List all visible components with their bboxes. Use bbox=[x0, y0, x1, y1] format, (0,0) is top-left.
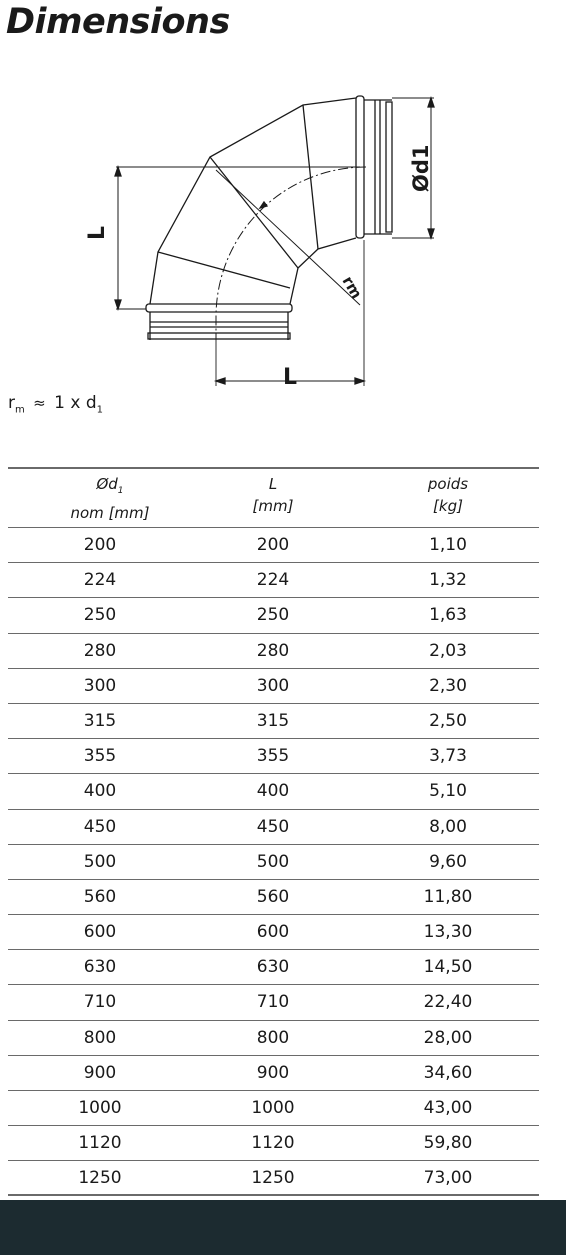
table-row bbox=[8, 1090, 539, 1125]
table-row bbox=[8, 879, 539, 914]
cell-length: 1000 bbox=[251, 1098, 295, 1118]
cell-weight: 1,32 bbox=[429, 570, 467, 591]
cell-diameter: 280 bbox=[83, 640, 117, 661]
cell-weight: 11,80 bbox=[423, 886, 473, 907]
cell-weight: 2,30 bbox=[429, 675, 467, 696]
cell-weight: 34,60 bbox=[423, 1062, 473, 1083]
cell-weight: 22,40 bbox=[423, 992, 473, 1013]
table-top-rule bbox=[8, 467, 539, 469]
cell-length: 500 bbox=[256, 851, 290, 872]
table-row bbox=[8, 562, 539, 597]
table-row bbox=[8, 1055, 539, 1090]
label-rm: rm bbox=[338, 273, 366, 302]
table-row bbox=[8, 527, 539, 562]
table-row bbox=[8, 809, 539, 844]
table-row bbox=[8, 984, 539, 1019]
cell-diameter: 1000 bbox=[78, 1098, 122, 1118]
radius-formula: $r_m \approx 1$ x $d_1$ bbox=[8, 393, 103, 416]
cell-weight: 1,63 bbox=[429, 605, 467, 626]
cell-diameter: 560 bbox=[83, 886, 117, 907]
page-title: Dimensions bbox=[6, 2, 230, 42]
cell-diameter: 300 bbox=[83, 675, 117, 696]
cell-weight: 3,73 bbox=[429, 746, 467, 767]
table-row bbox=[8, 1020, 539, 1055]
cell-weight: 14,50 bbox=[423, 957, 473, 978]
cell-weight: 2,50 bbox=[429, 710, 467, 731]
cell-diameter: 450 bbox=[83, 816, 117, 837]
cell-diameter: 1120 bbox=[78, 1133, 122, 1154]
cell-length: 900 bbox=[256, 1062, 290, 1083]
table-row bbox=[8, 773, 539, 808]
cell-length: 200 bbox=[256, 535, 290, 555]
table-row bbox=[8, 668, 539, 703]
cell-weight: 9,60 bbox=[429, 851, 467, 872]
cell-weight: 13,30 bbox=[423, 922, 473, 943]
cell-weight: 43,00 bbox=[423, 1098, 473, 1118]
cell-diameter: 1250 bbox=[78, 1168, 122, 1189]
cell-diameter: 400 bbox=[83, 781, 117, 802]
cell-diameter: 600 bbox=[83, 922, 117, 943]
cell-length: 280 bbox=[256, 640, 290, 661]
table-row bbox=[8, 633, 539, 668]
cell-diameter: 315 bbox=[83, 710, 117, 731]
table-row bbox=[8, 949, 539, 984]
cell-weight: 2,03 bbox=[429, 640, 467, 661]
header-diameter: $Ød_1$ nom [mm] bbox=[70, 475, 150, 522]
table-row bbox=[8, 844, 539, 879]
cell-diameter: 800 bbox=[83, 1027, 117, 1048]
label-L-vertical: L bbox=[85, 225, 110, 240]
table-row bbox=[8, 1160, 539, 1195]
table-row bbox=[8, 597, 539, 632]
cell-weight: 8,00 bbox=[429, 816, 467, 837]
cell-length: 300 bbox=[256, 675, 290, 696]
cell-length: 450 bbox=[256, 816, 290, 837]
cell-length: 560 bbox=[256, 886, 290, 907]
table-row bbox=[8, 914, 539, 949]
cell-weight: 5,10 bbox=[429, 781, 467, 802]
cell-diameter: 630 bbox=[83, 957, 117, 978]
cell-diameter: 250 bbox=[83, 605, 117, 626]
table-row bbox=[8, 738, 539, 773]
cell-length: 600 bbox=[256, 922, 290, 943]
cell-diameter: 500 bbox=[83, 851, 117, 872]
label-L-horizontal: L bbox=[283, 365, 298, 390]
dimensions-table bbox=[8, 527, 539, 1196]
bottom-flange bbox=[146, 304, 292, 312]
table-row bbox=[8, 703, 539, 738]
cell-weight: 73,00 bbox=[423, 1168, 473, 1189]
elbow-drawing bbox=[0, 85, 566, 395]
cell-diameter: 710 bbox=[83, 992, 117, 1013]
cell-weight: 1,10 bbox=[429, 535, 467, 555]
header-length: L [mm] bbox=[252, 475, 294, 515]
footer-bar bbox=[0, 1200, 566, 1255]
cell-length: 800 bbox=[256, 1027, 290, 1048]
table-row bbox=[8, 1125, 539, 1160]
cell-length: 1250 bbox=[251, 1168, 295, 1189]
cell-length: 315 bbox=[256, 710, 290, 731]
cell-length: 400 bbox=[256, 781, 290, 802]
cell-length: 224 bbox=[256, 570, 290, 591]
cell-length: 355 bbox=[256, 746, 290, 767]
cell-weight: 59,80 bbox=[423, 1133, 473, 1154]
cell-length: 1120 bbox=[251, 1133, 295, 1154]
cell-diameter: 200 bbox=[83, 535, 117, 555]
header-weight: poids [kg] bbox=[427, 475, 469, 515]
cell-diameter: 224 bbox=[83, 570, 117, 591]
label-d1: Ød1 bbox=[409, 144, 433, 192]
cell-length: 250 bbox=[256, 605, 290, 626]
cell-weight: 28,00 bbox=[423, 1027, 473, 1048]
cell-length: 630 bbox=[256, 957, 290, 978]
cell-diameter: 355 bbox=[83, 746, 117, 767]
cell-length: 710 bbox=[256, 992, 290, 1013]
cell-diameter: 900 bbox=[83, 1062, 117, 1083]
